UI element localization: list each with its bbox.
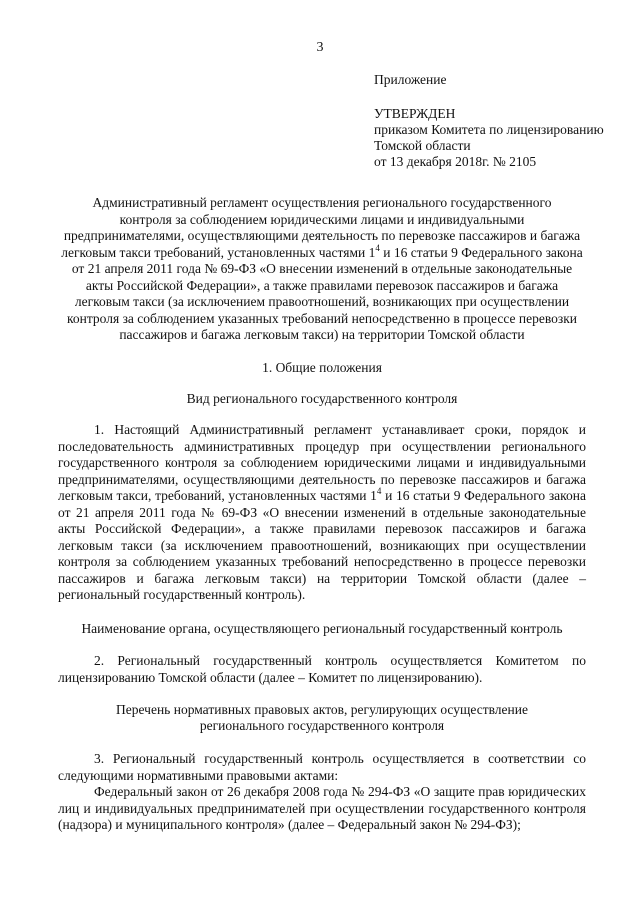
paragraph-line: контроля за соблюдением указанных требований непосредственно в процессе перевозки: [58, 554, 586, 569]
paragraph-line: Федеральный закон от 26 декабря 2008 года № 294-ФЗ «О защите прав юридических: [94, 784, 586, 799]
approval-line-3: от 13 декабря 2018г. № 2105: [374, 154, 537, 169]
paragraph-line: легковым такси (за исключением правоотношений, возникающих при осуществлении: [58, 537, 586, 553]
paragraph-line: пассажиров и багажа легковым такси) на территории Томской области (далее –: [58, 570, 586, 586]
paragraph-3: [58, 751, 586, 834]
paragraph-line: государственного контроля за соблюдением юридическими лицами и индивидуальными: [58, 455, 586, 470]
superscript: 4: [376, 486, 382, 496]
page-number: 3: [316, 40, 324, 55]
title-line: [58, 242, 586, 262]
section-heading: 1. Общие положения: [262, 360, 382, 375]
paragraph-text: и 16 статьи 9 Федерального закона: [381, 488, 586, 503]
paragraph-line: лиц и индивидуальных предпринимателей при осуществлении государственного контроля: [58, 800, 586, 816]
title-line: контроля за соблюдением указанных требований непосредственно в процессе перевозки: [67, 310, 577, 326]
approval-line-1: приказом Комитета по лицензированию: [374, 122, 604, 137]
document-title: [58, 195, 586, 344]
appendix-label: Приложение: [374, 72, 447, 87]
paragraph-line: от 21 апреля 2011 года № 69-ФЗ «О внесении изменений в отдельные законодательные: [58, 504, 586, 520]
heading-line: Перечень нормативных правовых актов, регулирующих осуществление: [116, 702, 528, 717]
title-line: легковым такси (за исключением правоотношений, возникающих при осуществлении: [74, 294, 570, 309]
paragraph-line: региональный государственный контроль).: [58, 587, 306, 602]
title-line: пассажиров и багажа легковым такси) на территории Томской области: [119, 327, 525, 342]
paragraph-line: 1. Настоящий Административный регламент устанавливает сроки, порядок и: [94, 422, 586, 437]
paragraph-line: последовательность административных процедур при осуществлении регионального: [58, 438, 586, 454]
paragraph-text: легковым такси, требований, установленных частями 1: [58, 488, 377, 503]
title-line: Административный регламент осуществления регионального государственного: [92, 195, 552, 210]
paragraph-2: [58, 653, 586, 686]
paragraph-line: акты Российской Федерации», а также правилами перевозок пассажиров и багажа: [58, 521, 586, 536]
approval-block: [374, 72, 604, 170]
subsection-heading: Вид регионального государственного контроля: [186, 391, 458, 406]
paragraph-line: следующими нормативными правовыми актами:: [58, 767, 339, 783]
subsection-heading: [58, 702, 586, 734]
title-line: акты Российской Федерации», а также правилами перевозок пассажиров и багажа: [85, 277, 559, 293]
approval-line-2: Томской области: [374, 138, 471, 153]
paragraph-line: 2. Региональный государственный контроль осуществляется Комитетом по: [94, 653, 586, 668]
paragraph-1: [58, 422, 586, 604]
title-line: контроля за соблюдением юридическими лицами и индивидуальными: [119, 211, 525, 227]
paragraph-line: (надзора) и муниципального контроля» (далее – Федеральный закон № 294-ФЗ);: [58, 817, 521, 832]
approved-label: УТВЕРЖДЕН: [374, 106, 456, 121]
paragraph-line: предпринимателями, осуществляющими деятельность по перевозке пассажиров и багажа: [58, 471, 586, 487]
title-line: предпринимателями, осуществляющими деятельность по перевозке пассажиров и багажа: [63, 228, 581, 243]
paragraph-line: лицензированию Томской области (далее – Комитет по лицензированию).: [58, 669, 483, 685]
subsection-heading: Наименование органа, осуществляющего региональный государственный контроль: [81, 621, 563, 636]
title-text: и 16 статьи 9 Федерального закона: [379, 244, 583, 260]
paragraph-line: [58, 488, 586, 505]
paragraph-line: 3. Региональный государственный контроль осуществляется в соответствии со: [94, 751, 586, 766]
superscript: 4: [375, 242, 380, 253]
title-line: от 21 апреля 2011 года № 69-ФЗ «О внесении изменений в отдельные законодательные: [71, 261, 573, 276]
heading-line: регионального государственного контроля: [199, 718, 445, 733]
title-text: легковым такси требований, установленных частями 1: [61, 244, 376, 260]
